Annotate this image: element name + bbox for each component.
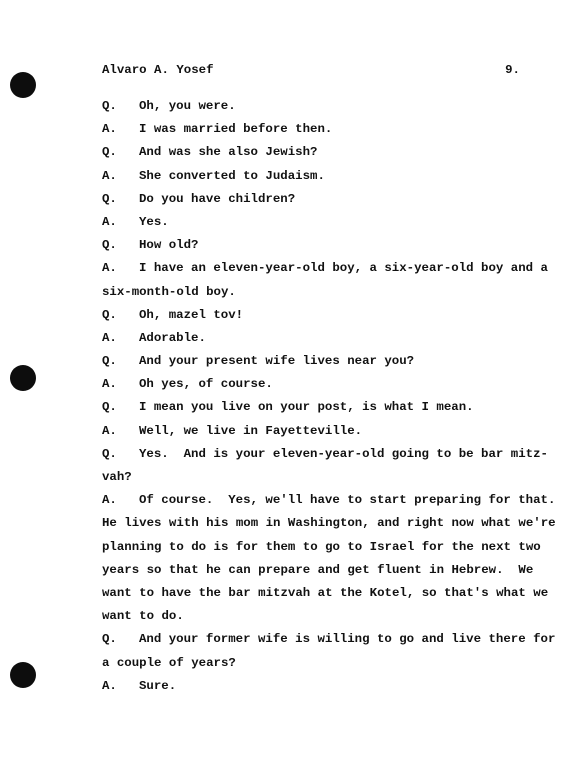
line-text: How old? <box>139 238 199 253</box>
transcript-line <box>102 304 522 327</box>
line-text: Oh, you were. <box>139 99 236 113</box>
transcript-line <box>102 652 522 675</box>
transcript-line <box>102 165 522 188</box>
transcript-line <box>102 234 522 257</box>
speaker-label: Q. <box>102 307 117 322</box>
line-text: And was she also Jewish? <box>139 145 318 160</box>
page-number: 9. <box>505 63 520 77</box>
speaker-label: A. <box>102 377 117 392</box>
line-text: And your former wife is willing to go and live there for <box>139 632 556 647</box>
speaker-label: A. <box>102 214 117 229</box>
transcript-line <box>102 466 522 489</box>
speaker-label: Q. <box>102 400 117 415</box>
transcript-line <box>102 118 522 141</box>
line-text: And your present wife lives near you? <box>139 354 415 369</box>
binder-hole <box>10 72 36 98</box>
line-text: a couple of years? <box>102 655 236 670</box>
transcript-line <box>102 536 541 559</box>
transcript-body <box>102 95 556 698</box>
transcript-line <box>102 211 522 234</box>
transcript-line <box>102 582 549 605</box>
line-text: planning to do is for them to go to Israel for the next two <box>102 539 541 554</box>
transcript-line <box>102 327 522 350</box>
transcript-line <box>102 512 556 535</box>
witness-name: Alvaro A. Yosef <box>102 63 214 77</box>
line-text: Oh, mazel tov! <box>139 307 244 322</box>
line-text: Oh yes, of course. <box>139 377 273 392</box>
transcript-line <box>102 420 522 443</box>
speaker-label: Q. <box>102 99 117 113</box>
line-text: want to have the bar mitzvah at the Kotel, so that's what we <box>102 585 549 600</box>
speaker-label: Q. <box>102 191 117 206</box>
line-text: Yes. And is your eleven-year-old going to be bar mitz- <box>139 446 548 461</box>
transcript-line <box>102 141 522 164</box>
binder-hole <box>10 662 36 688</box>
speaker-label: A. <box>102 168 117 183</box>
speaker-label: Q. <box>102 632 117 647</box>
line-text: Adorable. <box>139 330 206 345</box>
speaker-label: Q. <box>102 145 117 160</box>
speaker-label: Q. <box>102 354 117 369</box>
line-text: I was married before then. <box>139 122 333 137</box>
speaker-label: Q. <box>102 238 117 253</box>
line-text: Well, we live in Fayetteville. <box>139 423 363 438</box>
line-text: Of course. Yes, we'll have to start preparing for that. <box>139 493 556 508</box>
line-text: He lives with his mom in Washington, and right now what we're <box>102 516 556 531</box>
transcript-line <box>102 257 548 280</box>
transcript-line <box>102 675 522 698</box>
line-text: Yes. <box>139 214 169 229</box>
transcript-line <box>102 396 522 419</box>
line-text: want to do. <box>102 609 184 624</box>
speaker-label: A. <box>102 423 117 438</box>
line-text: vah? <box>102 470 132 484</box>
transcript-line <box>102 373 522 396</box>
transcript-line <box>102 628 556 651</box>
line-text: She converted to Judaism. <box>139 168 325 183</box>
transcript-line <box>102 605 522 628</box>
line-text: I have an eleven-year-old boy, a six-year-old boy and a <box>139 261 548 276</box>
speaker-label: A. <box>102 261 117 276</box>
page-header <box>102 63 520 77</box>
line-text: I mean you live on your post, is what I mean. <box>139 400 474 415</box>
transcript-line <box>102 95 522 118</box>
speaker-label: A. <box>102 122 117 137</box>
speaker-label: A. <box>102 493 117 508</box>
line-text: Do you have children? <box>139 191 296 206</box>
transcript-line <box>102 443 548 466</box>
line-text: years so that he can prepare and get fluent in Hebrew. We <box>102 562 534 577</box>
binder-hole <box>10 365 36 391</box>
transcript-line <box>102 350 522 373</box>
speaker-label: A. <box>102 678 117 693</box>
transcript-line <box>102 188 522 211</box>
transcript-line <box>102 559 534 582</box>
transcript-line <box>102 281 522 304</box>
speaker-label: Q. <box>102 446 117 461</box>
line-text: six-month-old boy. <box>102 284 236 299</box>
transcript-line <box>102 489 556 512</box>
line-text: Sure. <box>139 678 177 693</box>
speaker-label: A. <box>102 330 117 345</box>
